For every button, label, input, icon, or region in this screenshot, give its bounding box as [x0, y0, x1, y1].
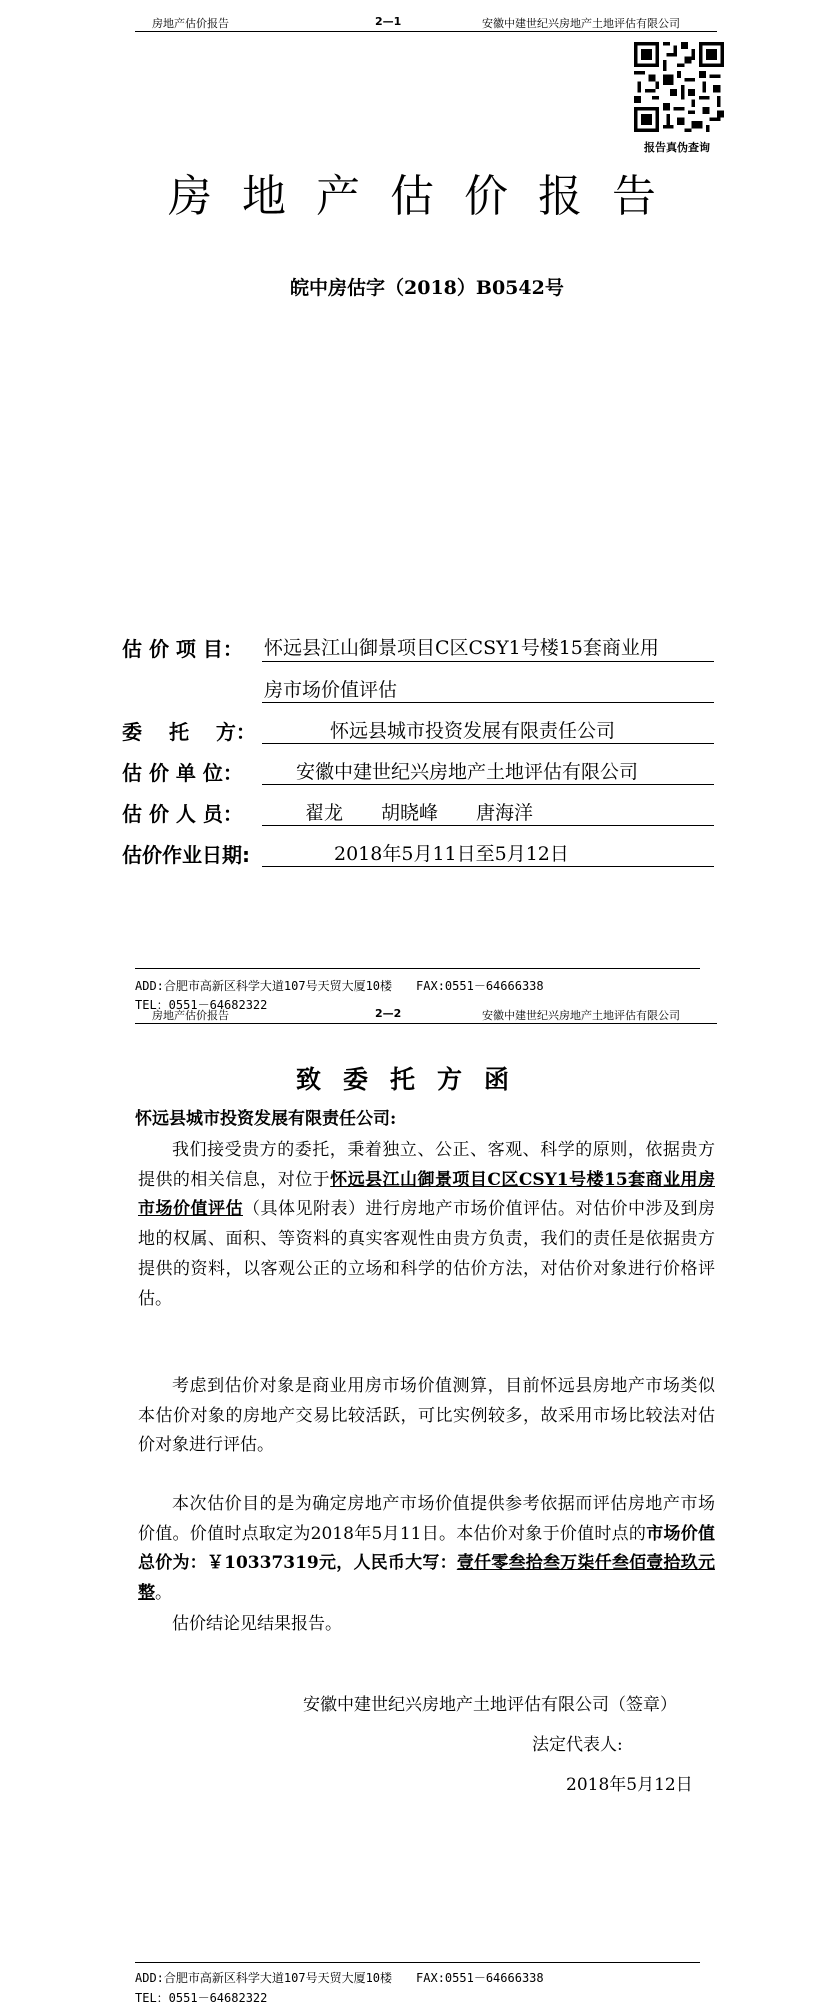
field-value-work-date: 2018年5月11日至5月12日	[334, 843, 569, 865]
footer-address: ADD:合肥市高新区科学大道107号天贸大厦10楼 FAX:0551－64666338	[135, 979, 544, 993]
total-value: 市场价值总价为：￥10337319元，人民币大写：	[138, 1523, 716, 1574]
letter-title: 致委托方函	[296, 1065, 532, 1094]
header-rule	[135, 1023, 717, 1024]
paragraph-3-intro: 本次估价目的是为确定房地产市场价值提供参考依据而评估房地产市场价值。价值时点取定为2018年5月11日。本估价对象于价值时点的	[138, 1494, 715, 1544]
paragraph-2: 考虑到估价对象是商业用房市场价值测算，目前怀远县房地产市场类似本估价对象的房地产交易比较活跃，可比实例较多，故采用市场比较法对估价对象进行评估。	[138, 1376, 715, 1456]
letter-addressee: 怀远县城市投资发展有限责任公司:	[135, 1109, 397, 1129]
underline	[262, 743, 714, 744]
field-value-valuers: 翟龙 胡晓峰 唐海洋	[305, 802, 534, 824]
valuation-object: 怀远县江山御景项目C区CSY1号楼15套商业用房市场价值评估	[138, 1169, 716, 1220]
header-right: 安徽中建世纪兴房地产土地评估有限公司	[482, 1009, 680, 1022]
underline	[262, 702, 714, 703]
underline	[262, 661, 714, 662]
report-number: 皖中房估字（2018）B0542号	[290, 277, 564, 299]
field-label-client: 委 托 方：	[122, 720, 256, 744]
footer-phone: TEL：0551－64682322	[135, 998, 268, 1012]
field-label-valuer-org: 估 价 单 位：	[122, 761, 243, 785]
field-label-valuers: 估 价 人 员：	[122, 802, 243, 826]
field-value-valuer-org: 安徽中建世纪兴房地产土地评估有限公司	[296, 761, 639, 783]
qr-code-icon[interactable]	[634, 42, 724, 132]
header-rule	[135, 31, 717, 32]
underline	[262, 866, 714, 867]
footer-rule	[135, 968, 700, 969]
paragraph-4: 估价结论见结果报告。	[172, 1614, 342, 1634]
signature-company: 安徽中建世纪兴房地产土地评估有限公司（签章）	[303, 1695, 677, 1715]
paragraph-3-end: 。	[155, 1583, 172, 1604]
header-page-number: 2—2	[375, 1007, 402, 1020]
footer-address: ADD:合肥市高新区科学大道107号天贸大厦10楼 FAX:0551－64666338	[135, 1971, 544, 1985]
field-label-work-date: 估价作业日期:	[122, 843, 250, 867]
field-value-client: 怀远县城市投资发展有限责任公司	[330, 720, 616, 742]
field-label-project: 估 价 项 目：	[122, 637, 243, 661]
footer-phone: TEL：0551－64682322	[135, 1991, 268, 2005]
field-value-project-cont: 房市场价值评估	[264, 679, 398, 701]
paragraph-1	[138, 1136, 715, 1314]
paragraph-1-rest: （具体见附表）进行房地产市场价值评估。对估价中涉及到房地的权属、面积、等资料的真实客观性由贵方负责，我们的责任是依据贵方提供的资料，以客观公正的立场和科学的估价方法，对估价对象进行价格评估。	[138, 1199, 715, 1309]
header-left: 房地产估价报告	[152, 1009, 229, 1022]
paragraph-1-intro: 我们接受贵方的委托，秉着独立、公正、客观、科学的原则，依据贵方提供的相关信息，对位于	[138, 1140, 715, 1190]
header-left: 房地产估价报告	[152, 17, 229, 30]
qr-caption: 报告真伪查询	[644, 141, 710, 154]
header-right: 安徽中建世纪兴房地产土地评估有限公司	[482, 17, 680, 30]
signature-legal-rep: 法定代表人:	[532, 1735, 623, 1755]
underline	[262, 825, 714, 826]
report-title: 房地产估价报告	[168, 171, 686, 222]
paragraph-3	[138, 1490, 715, 1609]
header-page-number: 2—1	[375, 15, 402, 28]
field-value-project: 怀远县江山御景项目C区CSY1号楼15套商业用	[264, 637, 659, 659]
footer-rule	[135, 1962, 700, 1963]
underline	[262, 784, 714, 785]
total-value-in-words: 壹仟零叁拾叁万柒仟叁佰壹拾玖元整	[138, 1553, 715, 1604]
signature-date: 2018年5月12日	[566, 1775, 693, 1795]
